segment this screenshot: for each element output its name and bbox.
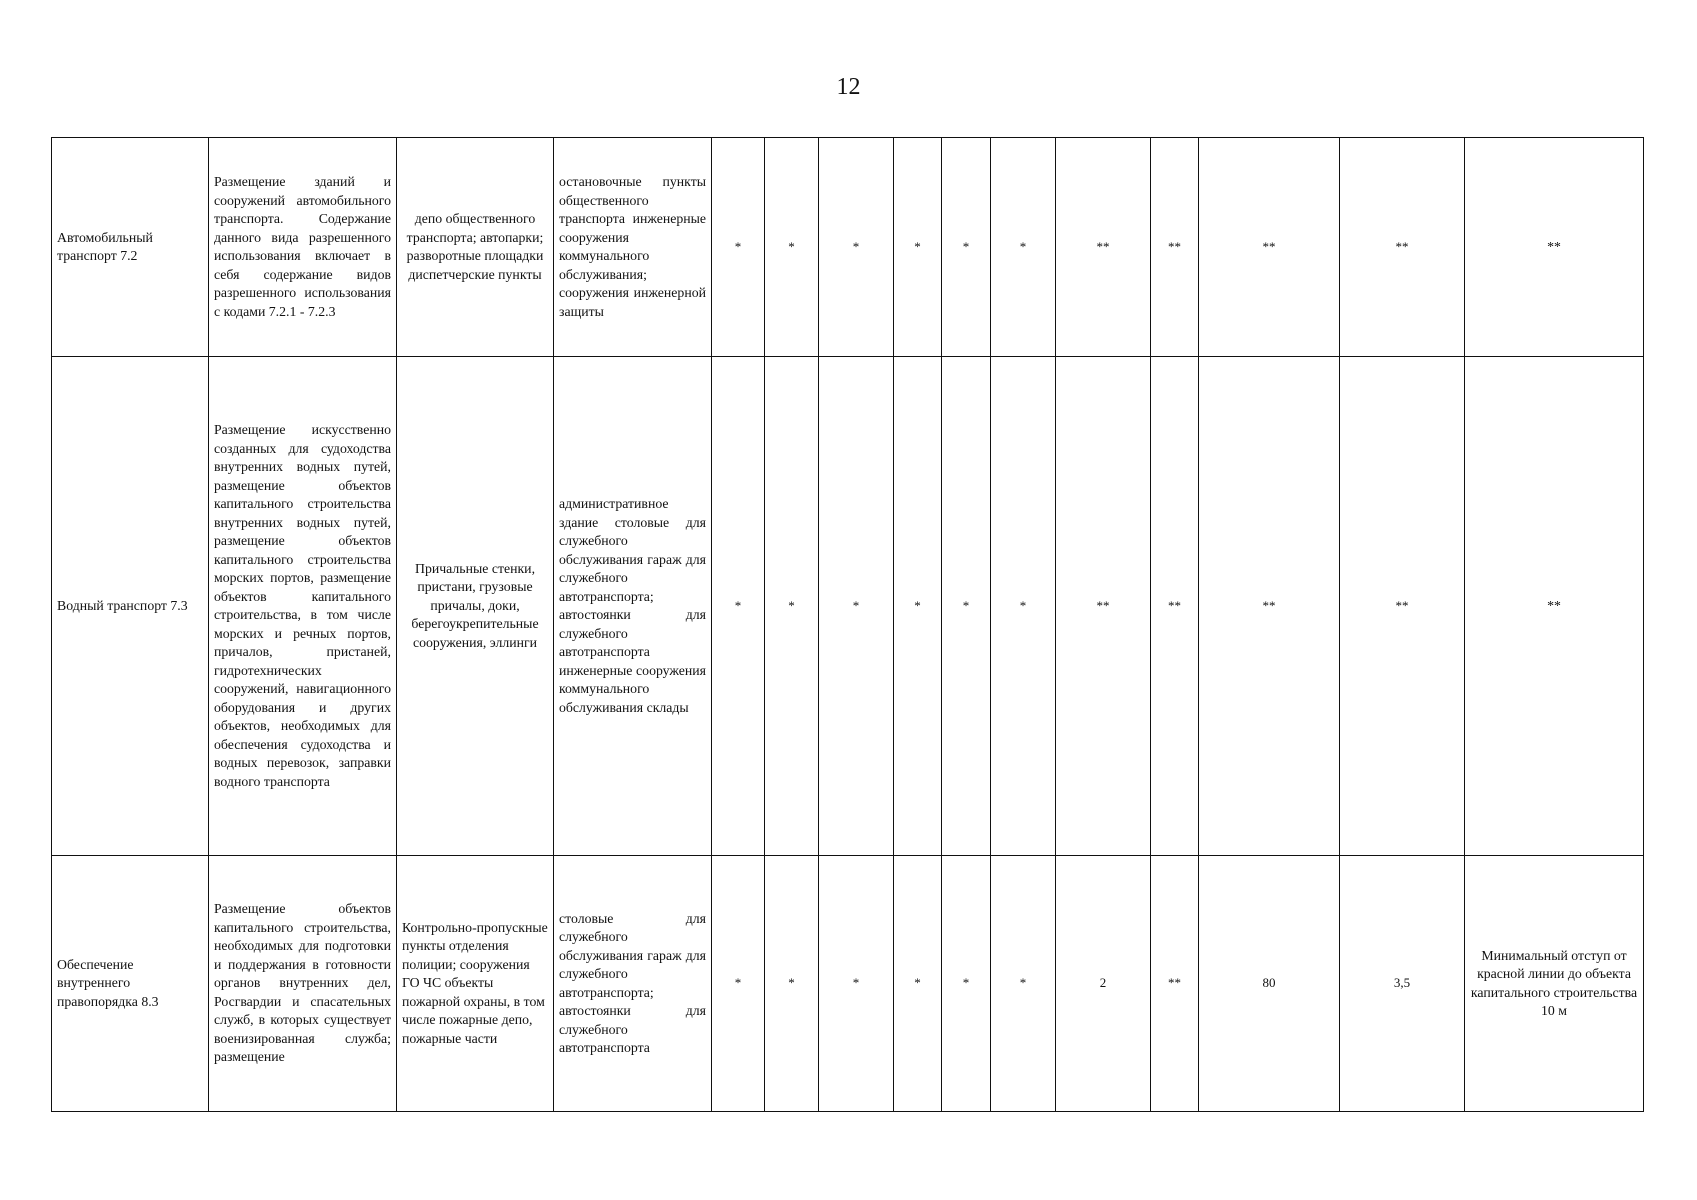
main-objects-cell: Контрольно-пропускные пункты отделения полиции; сооружения ГО ЧС объекты пожарной охраны, в том числе пожарные депо, пожарные части: [397, 856, 554, 1112]
description-text: Размещение зданий и сооружений автомобильного транспорта. Содержание данного вида разрешенного использования включает в себя содержание видов разрешенного использования с кодами 7.2.1 - 7.2.3: [214, 174, 391, 319]
parameter-cell: *: [712, 856, 765, 1112]
note-cell: **: [1465, 357, 1644, 856]
parameter-cell: 3,5: [1340, 856, 1465, 1112]
parameter-cell: **: [1056, 357, 1151, 856]
parameter-cell: *: [894, 856, 942, 1112]
description-cell: [209, 856, 397, 1112]
parameter-cell: *: [765, 856, 819, 1112]
description-text: Размещение искусственно созданных для судоходства внутренних водных путей, размещение объектов капитального строительства внутренних водных путей, размещение объектов капитального строительства морских портов, размещение объектов капитального строительства, в том числе морских и речных портов, причалов, пристаней, гидротехнических сооружений, навигационного оборудования и других объектов, необходимых для обеспечения судоходства и водных перевозок, заправки водного транспорта: [214, 422, 391, 789]
use-name-cell: Обеспечение внутреннего правопорядка 8.3: [52, 856, 209, 1112]
parameter-cell: **: [1340, 357, 1465, 856]
parameter-cell: **: [1151, 357, 1199, 856]
use-name-cell: Водный транспорт 7.3: [52, 357, 209, 856]
parameter-cell: *: [765, 138, 819, 357]
parameter-cell: *: [991, 856, 1056, 1112]
parameter-cell: *: [942, 856, 991, 1112]
parameter-cell: *: [942, 357, 991, 856]
table-row: [52, 138, 1644, 357]
parameter-cell: **: [1340, 138, 1465, 357]
auxiliary-objects-text: административное здание столовые для служебного обслуживания гараж для служебного автотранспорта; автостоянки для служебного автотранспорта инженерные сооружения коммунального обслуживания склады: [559, 496, 706, 715]
description-cell: [209, 357, 397, 856]
parameter-cell: *: [712, 357, 765, 856]
auxiliary-objects-cell: [554, 856, 712, 1112]
parameter-cell: **: [1199, 138, 1340, 357]
parameter-cell: *: [942, 138, 991, 357]
parameter-cell: **: [1151, 856, 1199, 1112]
parameter-cell: *: [712, 138, 765, 357]
auxiliary-objects-cell: [554, 138, 712, 357]
parameter-cell: *: [819, 856, 894, 1112]
parameter-cell: *: [991, 138, 1056, 357]
main-objects-cell: депо общественного транспорта; автопарки; разворотные площадки диспетчерские пункты: [397, 138, 554, 357]
note-cell: **: [1465, 138, 1644, 357]
auxiliary-objects-text: остановочные пункты общественного транспорта инженерные сооружения коммунального обслуживания; сооружения инженерной защиты: [559, 174, 706, 319]
auxiliary-objects-text: столовые для служебного обслуживания гараж для служебного автотранспорта; автостоянки для служебного автотранспорта: [559, 910, 706, 1055]
description-text: Размещение объектов капитального строительства, необходимых для подготовки и поддержания в готовности органов внутренних дел, Росгвардии и спасательных служб, в которых существует военизированная служба; размещение: [214, 901, 391, 1065]
parameter-cell: *: [765, 357, 819, 856]
use-name-cell: Автомобильный транспорт 7.2: [52, 138, 209, 357]
parameter-cell: **: [1151, 138, 1199, 357]
main-objects-cell: Причальные стенки, пристани, грузовые причалы, доки, берегоукрепительные сооружения, эллинги: [397, 357, 554, 856]
parameter-cell: 2: [1056, 856, 1151, 1112]
note-cell: Минимальный отступ от красной линии до объекта капитального строительства 10 м: [1465, 856, 1644, 1112]
table-row: [52, 856, 1644, 1112]
land-use-table: [51, 137, 1644, 1112]
parameter-cell: *: [894, 138, 942, 357]
parameter-cell: *: [991, 357, 1056, 856]
parameter-cell: *: [819, 138, 894, 357]
description-cell: [209, 138, 397, 357]
auxiliary-objects-cell: [554, 357, 712, 856]
parameter-cell: **: [1056, 138, 1151, 357]
parameter-cell: *: [894, 357, 942, 856]
parameter-cell: **: [1199, 357, 1340, 856]
parameter-cell: 80: [1199, 856, 1340, 1112]
page-number: 12: [836, 74, 861, 100]
parameter-cell: *: [819, 357, 894, 856]
table-row: [52, 357, 1644, 856]
